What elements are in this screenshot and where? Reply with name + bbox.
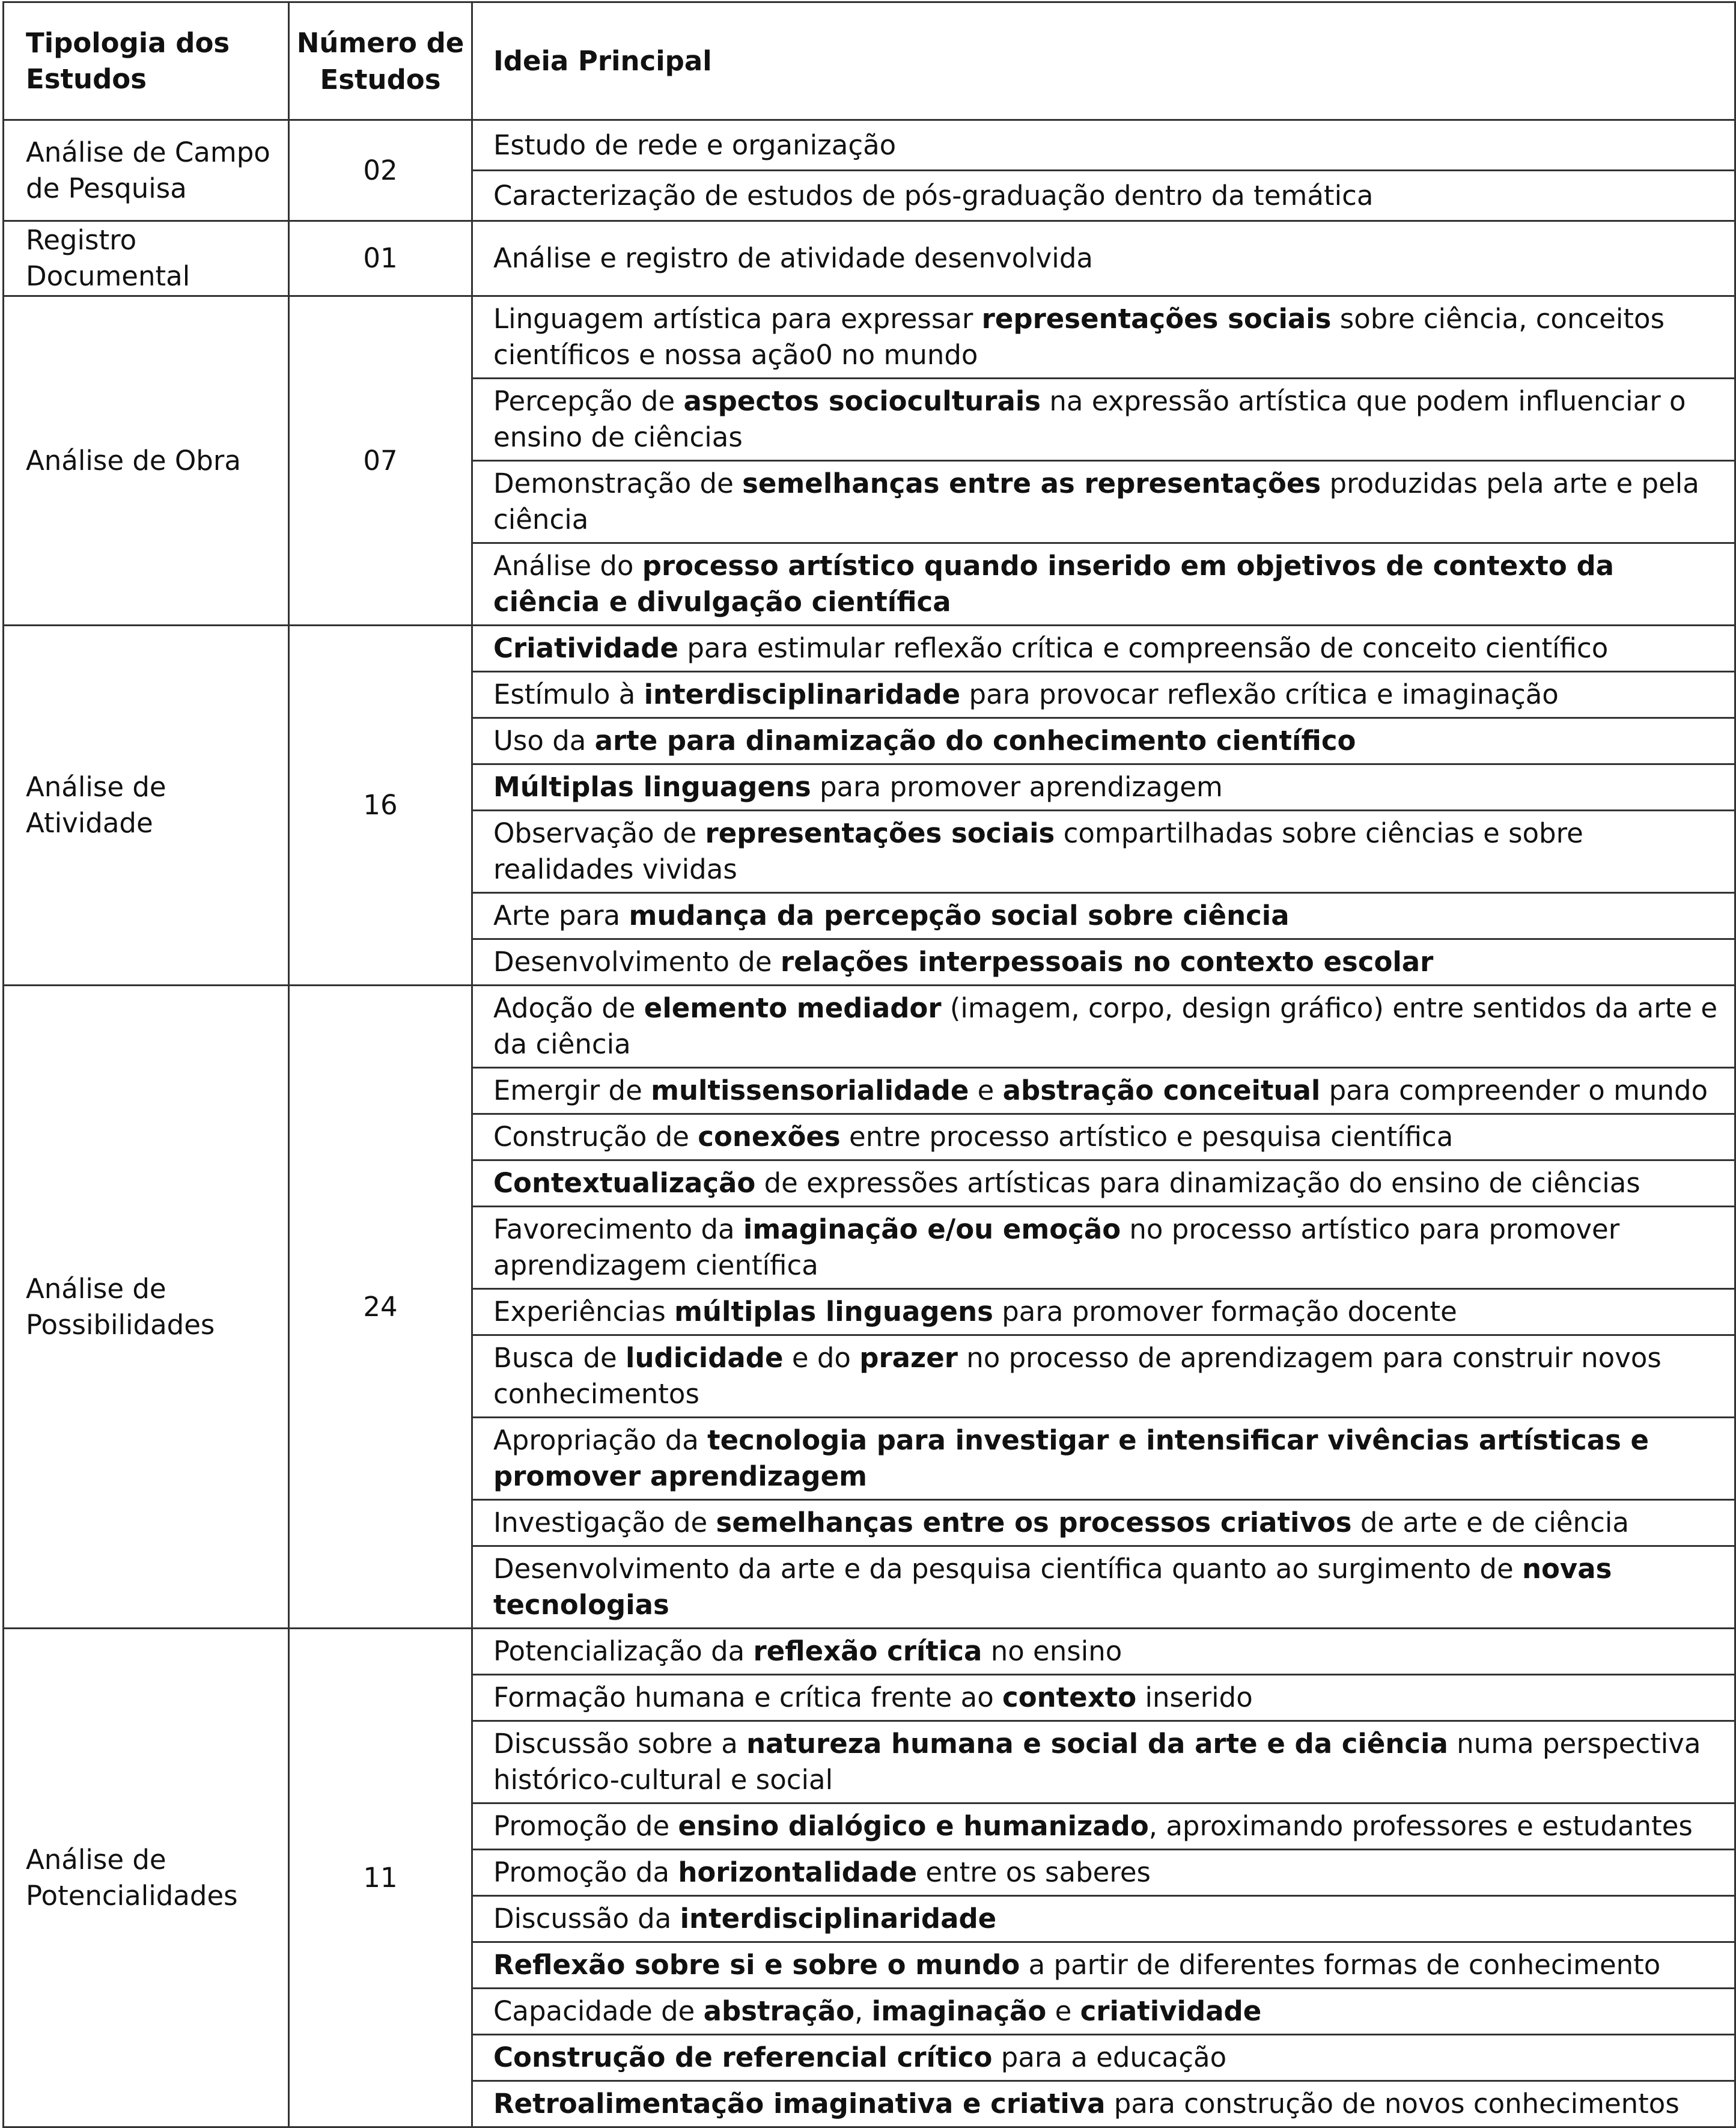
main-idea-cell [472, 1675, 1735, 1721]
main-idea-cell [472, 718, 1735, 764]
idea-text-bold: prazer [859, 1342, 958, 1374]
idea-text: Estudo de rede e organização [493, 129, 897, 161]
main-idea-cell [472, 2081, 1735, 2127]
idea-text: a partir de diferentes formas de conhecimento [1020, 1949, 1661, 1981]
idea-text-bold: multissensorialidade [651, 1075, 969, 1106]
main-idea-cell [472, 543, 1735, 626]
idea-text-bold: semelhanças entre as representações [742, 468, 1321, 499]
idea-text-bold: contexto [1002, 1681, 1137, 1713]
idea-text: para compreender o mundo [1320, 1075, 1708, 1106]
table-row [4, 1629, 1735, 1675]
main-idea-cell [472, 1114, 1735, 1160]
idea-text-bold: Retroalimentação imaginativa e criativa [493, 2088, 1106, 2120]
idea-text-bold: semelhanças entre os processos criativos [716, 1507, 1352, 1538]
study-type-cell: Análise de Atividade [4, 626, 289, 986]
idea-text: Favorecimento da [493, 1213, 743, 1245]
idea-text-bold: relações interpessoais no contexto escolar [780, 946, 1434, 978]
idea-text-bold: aspectos socioculturais [683, 385, 1041, 417]
header-tipologia: Tipologia dos Estudos [4, 2, 289, 120]
idea-text: para estimular reflexão crítica e compreensão de conceito científico [678, 632, 1609, 664]
idea-text: Estímulo à [493, 678, 644, 710]
idea-text-bold: reflexão crítica [753, 1635, 982, 1667]
main-idea-cell [472, 1418, 1735, 1500]
main-idea-cell [472, 1335, 1735, 1418]
idea-text: Uso da [493, 725, 595, 757]
study-type-cell: Análise de Campo de Pesquisa [4, 120, 289, 221]
main-idea-cell [472, 1803, 1735, 1850]
idea-text: no processo de aprendizagem para construir novos conhecimentos [493, 1342, 1661, 1410]
main-idea-cell [472, 1207, 1735, 1289]
idea-text-bold: mudança da percepção social sobre ciência [629, 900, 1290, 931]
idea-text-bold: ensino dialógico e humanizado [678, 1810, 1149, 1842]
main-idea-cell [472, 1721, 1735, 1803]
idea-text: entre processo artístico e pesquisa científica [840, 1121, 1454, 1153]
main-idea-cell [472, 2035, 1735, 2081]
table-row [4, 986, 1735, 1068]
idea-text-bold: interdisciplinaridade [644, 678, 961, 710]
main-idea-cell [472, 1850, 1735, 1896]
main-idea-cell [472, 120, 1735, 171]
idea-text-bold: múltiplas linguagens [674, 1296, 993, 1328]
header-numero: Número de Estudos [289, 2, 472, 120]
main-idea-cell [472, 221, 1735, 296]
table-body [4, 120, 1735, 2127]
idea-text-bold: representações sociais [705, 817, 1055, 849]
study-type-cell: Análise de Obra [4, 296, 289, 626]
main-idea-cell [472, 1942, 1735, 1989]
main-idea-cell [472, 939, 1735, 986]
header-ideia: Ideia Principal [472, 2, 1735, 120]
idea-text: para a educação [992, 2041, 1227, 2073]
main-idea-cell [472, 1989, 1735, 2035]
idea-text: produzidas pela arte e pela ciência [493, 468, 1699, 535]
idea-text: e [1046, 1995, 1080, 2027]
table-row [4, 296, 1735, 379]
idea-text-bold: conexões [698, 1121, 841, 1153]
idea-text-bold: abstração [703, 1995, 855, 2027]
study-count-cell: 07 [289, 296, 472, 626]
main-idea-cell [472, 1629, 1735, 1675]
idea-text: para promover aprendizagem [811, 771, 1223, 803]
main-idea-cell [472, 893, 1735, 939]
idea-text-bold: ludicidade [626, 1342, 784, 1374]
idea-text: Potencialização da [493, 1635, 754, 1667]
idea-text: de expressões artísticas para dinamização do ensino de ciências [755, 1167, 1640, 1199]
idea-text: Observação de [493, 817, 705, 849]
idea-text: Arte para [493, 900, 629, 931]
main-idea-cell [472, 1546, 1735, 1629]
main-idea-cell [472, 379, 1735, 461]
main-idea-cell [472, 296, 1735, 379]
idea-text: sobre ciência, conceitos científicos e nossa ação0 no mundo [493, 303, 1665, 371]
main-idea-cell [472, 626, 1735, 672]
idea-text-bold: natureza humana e social da arte e da ciência [746, 1728, 1448, 1760]
main-idea-cell [472, 1289, 1735, 1335]
table-row [4, 626, 1735, 672]
idea-text: Capacidade de [493, 1995, 704, 2027]
idea-text: Promoção da [493, 1856, 678, 1888]
idea-text-bold: interdisciplinaridade [680, 1903, 997, 1934]
idea-text: Discussão sobre a [493, 1728, 747, 1760]
idea-text: para provocar reflexão crítica e imaginação [960, 678, 1559, 710]
idea-text: de arte e de ciência [1351, 1507, 1629, 1538]
idea-text-bold: Reflexão sobre si e sobre o mundo [493, 1949, 1020, 1981]
idea-text: Promoção de [493, 1810, 678, 1842]
idea-text: Linguagem artística para expressar [493, 303, 982, 335]
idea-text: Desenvolvimento da arte e da pesquisa científica quanto ao surgimento de [493, 1553, 1522, 1585]
study-count-cell: 01 [289, 221, 472, 296]
idea-text-bold: Criatividade [493, 632, 679, 664]
study-type-cell: Análise de Possibilidades [4, 986, 289, 1629]
idea-text: compartilhadas sobre ciências e sobre realidades vividas [493, 817, 1583, 885]
main-idea-cell [472, 171, 1735, 221]
idea-text: Emergir de [493, 1075, 651, 1106]
idea-text: no ensino [982, 1635, 1122, 1667]
idea-text-bold: elemento mediador [644, 992, 942, 1024]
idea-text: para promover formação docente [993, 1296, 1457, 1328]
main-idea-cell [472, 764, 1735, 811]
idea-text: Construção de [493, 1121, 698, 1153]
idea-text-bold: tecnologia para investigar e intensificar vivências artísticas e promover aprendizagem [493, 1424, 1649, 1492]
idea-text: na expressão artística que podem influenciar o ensino de ciências [493, 385, 1686, 453]
main-idea-cell [472, 1896, 1735, 1942]
header-row [4, 2, 1735, 120]
idea-text: , [854, 1995, 872, 2027]
idea-text: e do [783, 1342, 860, 1374]
idea-text: , aproximando professores e estudantes [1148, 1810, 1693, 1842]
study-count-cell: 02 [289, 120, 472, 221]
study-count-cell: 11 [289, 1629, 472, 2127]
main-idea-cell [472, 986, 1735, 1068]
idea-text: e [969, 1075, 1003, 1106]
main-idea-cell [472, 1500, 1735, 1546]
idea-text: Apropriação da [493, 1424, 708, 1456]
idea-text-bold: imaginação e/ou emoção [743, 1213, 1121, 1245]
main-idea-cell [472, 811, 1735, 893]
idea-text: Análise do [493, 550, 642, 582]
idea-text: Caracterização de estudos de pós-graduação dentro da temática [493, 179, 1374, 212]
idea-text: inserido [1136, 1681, 1253, 1713]
idea-text-bold: representações sociais [981, 303, 1332, 335]
study-type-cell: Análise de Potencialidades [4, 1629, 289, 2127]
study-count-cell: 16 [289, 626, 472, 986]
idea-text-bold: Contextualização [493, 1167, 756, 1199]
table-row [4, 221, 1735, 296]
idea-text-bold: criatividade [1080, 1995, 1262, 2027]
idea-text: Formação humana e crítica frente ao [493, 1681, 1003, 1713]
study-count-cell: 24 [289, 986, 472, 1629]
idea-text: Análise e registro de atividade desenvolvida [493, 242, 1093, 274]
main-idea-cell [472, 1068, 1735, 1114]
idea-text: Percepção de [493, 385, 684, 417]
idea-text: Demonstração de [493, 468, 743, 499]
idea-text-bold: Construção de referencial crítico [493, 2041, 993, 2073]
idea-text-bold: imaginação [871, 1995, 1047, 2027]
idea-text-bold: Múltiplas linguagens [493, 771, 811, 803]
idea-text: para construção de novos conhecimentos [1105, 2088, 1680, 2120]
main-idea-cell [472, 672, 1735, 718]
main-idea-cell [472, 1160, 1735, 1207]
idea-text: Experiências [493, 1296, 675, 1328]
table-row [4, 120, 1735, 171]
main-idea-cell [472, 461, 1735, 543]
idea-text: Investigação de [493, 1507, 716, 1538]
idea-text-bold: arte para dinamização do conhecimento científico [594, 725, 1356, 757]
idea-text: entre os saberes [917, 1856, 1151, 1888]
idea-text-bold: novas tecnologias [493, 1553, 1612, 1621]
idea-text: Desenvolvimento de [493, 946, 781, 978]
idea-text: (imagem, corpo, design gráfico) entre sentidos da arte e da ciência [493, 992, 1718, 1060]
idea-text-bold: horizontalidade [678, 1856, 918, 1888]
idea-text: Adoção de [493, 992, 644, 1024]
idea-text: no processo artístico para promover aprendizagem científica [493, 1213, 1620, 1281]
idea-text-bold: processo artístico quando inserido em objetivos de contexto da ciência e divulgação científica [493, 550, 1615, 618]
idea-text: numa perspectiva histórico-cultural e social [493, 1728, 1701, 1796]
studies-table [2, 1, 1736, 2128]
idea-text: Busca de [493, 1342, 626, 1374]
idea-text-bold: abstração conceitual [1002, 1075, 1321, 1106]
idea-text: Discussão da [493, 1903, 680, 1934]
study-type-cell: Registro Documental [4, 221, 289, 296]
